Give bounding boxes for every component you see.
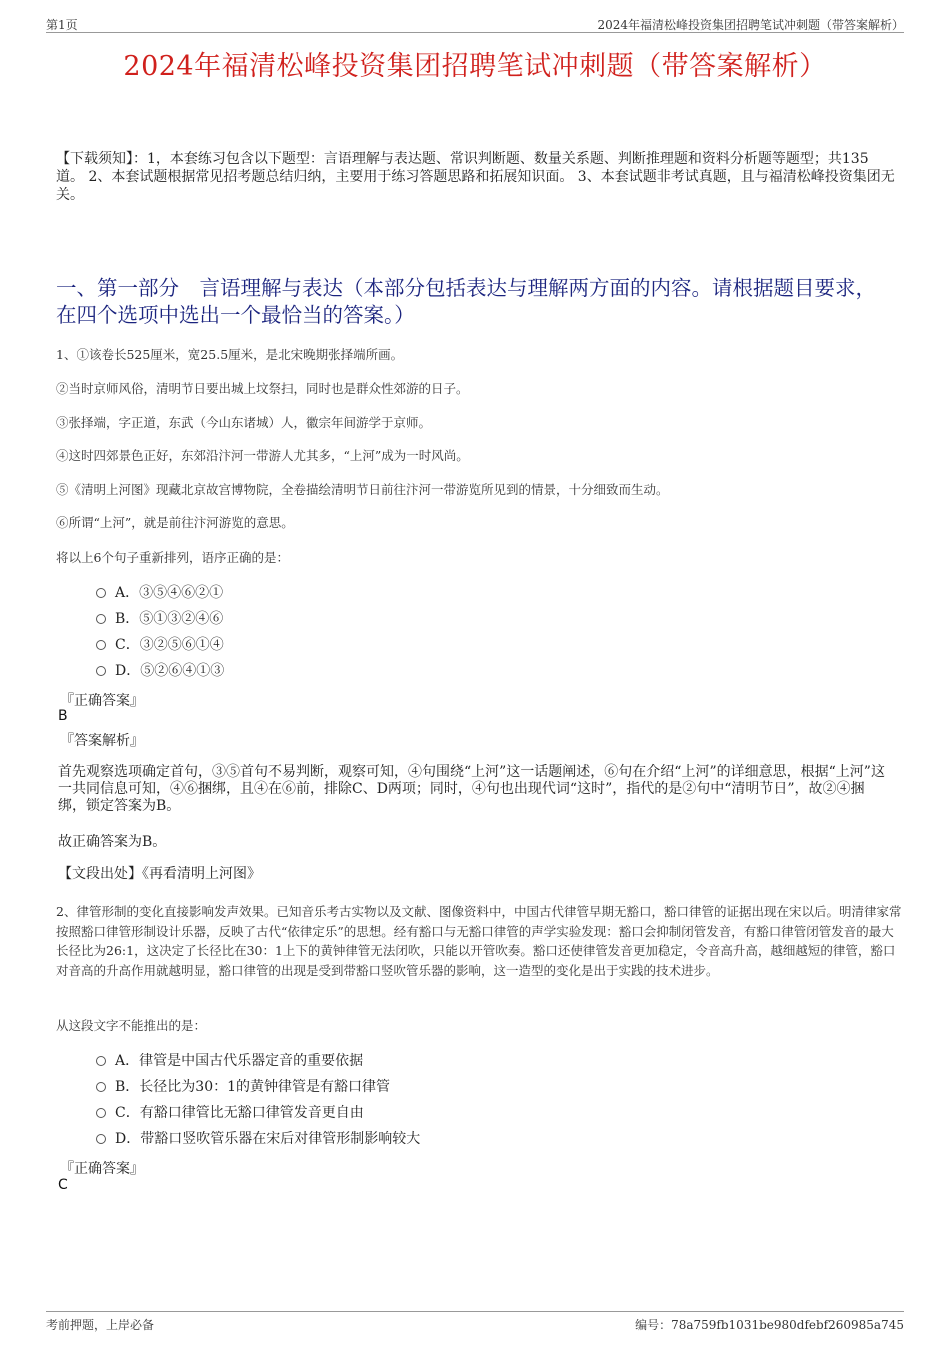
q1-option-a[interactable] (96, 584, 223, 602)
option-label: B．⑤①③②④⑥ (115, 611, 224, 627)
q2-prompt: 从这段文字不能推出的是： (56, 1018, 207, 1033)
page-header (46, 14, 904, 33)
header-doc-title: 2024年福清松峰投资集团招聘笔试冲刺题（带答案解析） (597, 18, 904, 32)
section-heading: 一、第一部分 言语理解与表达（本部分包括表达与理解两方面的内容。请根据题目要求，在四个选项中选出一个最恰当的答案。） (56, 276, 876, 327)
q1-sentence-6: ⑥所谓“上河”，就是前往汴河游览的意思。 (56, 515, 294, 530)
q1-option-c[interactable] (96, 636, 224, 654)
q1-answer-label: 『正确答案』 (60, 693, 144, 709)
q1-answer: B (58, 708, 68, 724)
option-label: C．③②⑤⑥①④ (115, 637, 224, 653)
q2-answer: C (58, 1177, 68, 1193)
radio-icon[interactable] (96, 1082, 106, 1092)
radio-icon[interactable] (96, 666, 106, 676)
q1-sentence-5: ⑤《清明上河图》现藏北京故宫博物院，全卷描绘清明节日前往汴河一带游览所见到的情景，十分细致而生动。 (56, 482, 669, 497)
download-notice: 【下载须知】：1，本套练习包含以下题型：言语理解与表达题、常识判断题、数量关系题、判断推理题和资料分析题等题型；共135道。 2、本套试题根据常见招考题总结归纳，主要用于练习答题思路和拓展知识面。 3、本套试题非考试真题，且与福清松峰投资集团无关。 (56, 151, 895, 203)
q1-option-b[interactable] (96, 610, 223, 628)
q2-passage: 2、律管形制的变化直接影响发声效果。已知音乐考古实物以及文献、图像资料中，中国古代律管早期无豁口，豁口律管的证据出现在宋以后。明清律家常按照豁口律管形制设计乐器，反映了古代“依律定乐”的思想。经有豁口与无豁口律管的声学实验发现：豁口会抑制闭管发音，有豁口律管闭管发音的最大长径比为26:1，这决定了长径比在30：1上下的黄钟律管无法闭吹，只能以开管吹奏。豁口还使律管发音更加稳定，令音高升高，越细越短的律管，豁口对音高的升高作用就越明显，豁口律管的出现是受到带豁口竖吹管乐器的影响，这一造型的变化是出于实践的技术进步。 (56, 904, 902, 978)
q2-option-b[interactable] (96, 1078, 390, 1096)
q1-conclusion: 故正确答案为B。 (58, 834, 167, 850)
footer-code: 编号：78a759fb1031be980dfebf260985a745 (635, 1318, 904, 1332)
q1-analysis: 首先观察选项确定首句，③⑤首句不易判断，观察可知，④句围绕“上河”这一话题阐述，⑥句在介绍“上河”的详细意思，根据“上河”这一共同信息可知，④⑥捆绑，且④在⑥前，排除C、D两项；同时，④句也出现代词“这时”，指代的是②句中“清明节日”，故②④捆绑，锁定答案为B。 (58, 764, 885, 814)
radio-icon[interactable] (96, 640, 106, 650)
footer-slogan: 考前押题，上岸必备 (46, 1318, 155, 1332)
radio-icon[interactable] (96, 588, 106, 598)
q1-sentence-4: ④这时四郊景色正好，东郊沿汴河一带游人尤其多，“上河”成为一时风尚。 (56, 448, 469, 463)
q1-analysis-label: 『答案解析』 (60, 733, 144, 749)
page-title: 2024年福清松峰投资集团招聘笔试冲刺题（带答案解析） (123, 51, 827, 82)
option-label: D．⑤②⑥④①③ (115, 663, 225, 679)
option-label: A．③⑤④⑥②① (115, 585, 224, 601)
option-label: B．长径比为30：1的黄钟律管是有豁口律管 (115, 1079, 391, 1095)
q2-option-c[interactable] (96, 1104, 364, 1122)
page-footer (46, 1311, 904, 1332)
q2-option-a[interactable] (96, 1052, 363, 1070)
radio-icon[interactable] (96, 1134, 106, 1144)
q1-sentence-2: ②当时京师风俗，清明节日要出城上坟祭扫，同时也是群众性郊游的日子。 (56, 381, 469, 396)
option-label: A．律管是中国古代乐器定音的重要依据 (115, 1053, 364, 1069)
q1-prompt: 将以上6个句子重新排列，语序正确的是： (56, 550, 289, 565)
radio-icon[interactable] (96, 1108, 106, 1118)
q1-sentence-1: 1、①该卷长525厘米，宽25.5厘米，是北宋晚期张择端所画。 (56, 347, 404, 362)
radio-icon[interactable] (96, 1056, 106, 1066)
q1-sentence-3: ③张择端，字正道，东武（今山东诸城）人，徽宗年间游学于京师。 (56, 415, 432, 430)
option-label: C．有豁口律管比无豁口律管发音更自由 (115, 1105, 364, 1121)
radio-icon[interactable] (96, 614, 106, 624)
option-label: D．带豁口竖吹管乐器在宋后对律管形制影响较大 (115, 1131, 421, 1147)
q2-answer-label: 『正确答案』 (60, 1161, 144, 1177)
page-number: 第1页 (46, 18, 78, 32)
q1-source: 【文段出处】《再看清明上河图》 (58, 866, 261, 882)
q2-option-d[interactable] (96, 1130, 420, 1148)
q1-option-d[interactable] (96, 662, 224, 680)
